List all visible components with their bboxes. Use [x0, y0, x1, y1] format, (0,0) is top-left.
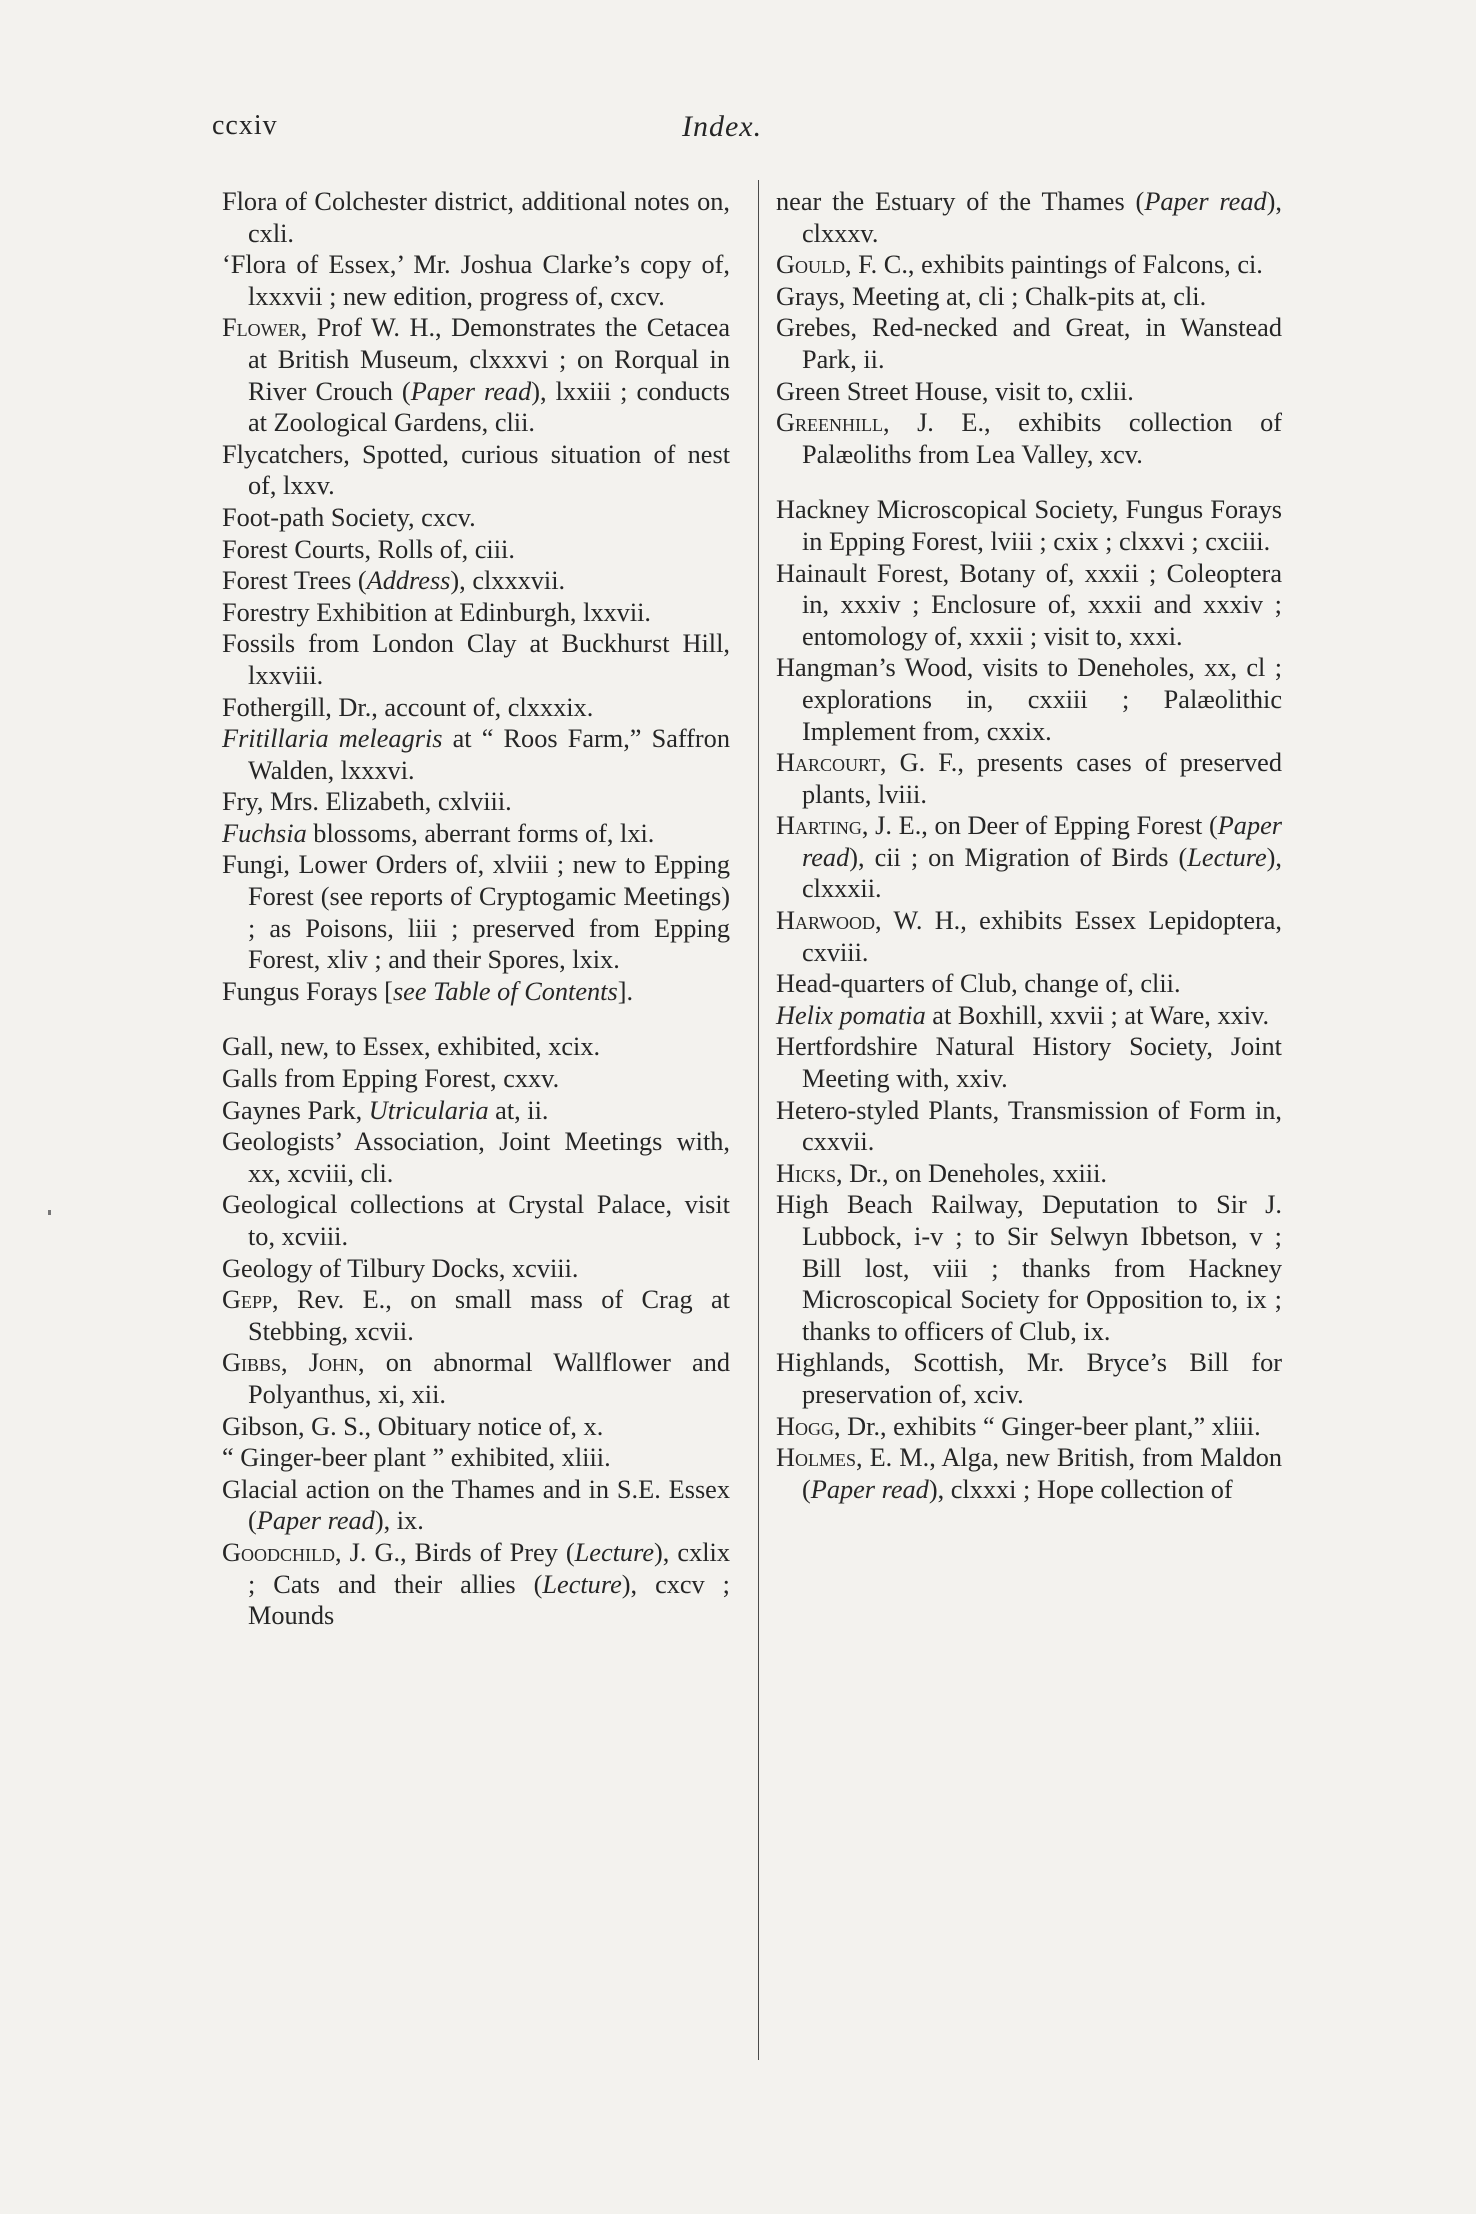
index-entry [222, 1253, 730, 1285]
entry-italic: Paper read [810, 1474, 929, 1504]
index-entry [222, 1537, 730, 1632]
index-entry [776, 652, 1282, 747]
entry-text: Head-quarters of Club, change of, clii. [776, 969, 1181, 999]
index-entry [222, 1347, 730, 1410]
entry-italic: Paper read [256, 1506, 375, 1536]
entry-name: Harting [776, 811, 862, 841]
index-entry [222, 628, 730, 691]
entry-text: Hainault Forest, Botany of, xxxii ; Coleoptera in, xxxiv ; Enclosure of, xxxii and xxxiv ; entomology of, xxxii ; visit to, xxxi. [776, 558, 1282, 651]
index-entry [222, 439, 730, 502]
index-entry [222, 1189, 730, 1252]
entry-text: Fothergill, Dr., account of, clxxxix. [222, 692, 594, 722]
entry-text: ), cii ; on Migration of Birds ( [849, 842, 1188, 872]
index-entry [222, 976, 730, 1008]
index-entry [776, 1347, 1282, 1410]
entry-text: Forest Trees ( [222, 566, 367, 596]
index-entry [222, 723, 730, 786]
entry-text: Hertfordshire Natural History Society, Joint Meeting with, xxiv. [776, 1032, 1282, 1094]
entry-text: Geological collections at Crystal Palace, visit to, xcviii. [222, 1190, 730, 1251]
entry-text: Grebes, Red-necked and Great, in Wanstead Park, ii. [776, 313, 1282, 374]
entry-text: ), clxxxi ; Hope collection of [928, 1474, 1233, 1504]
entry-text: ), cxlix ; Cats and their allies ( [248, 1537, 730, 1599]
index-entry [776, 1411, 1282, 1443]
entry-text: Geology of Tilbury Docks, xcviii. [222, 1253, 579, 1283]
entry-text: Galls from Epping Forest, cxxv. [222, 1064, 560, 1094]
entry-text: ), clxxxvii. [450, 566, 566, 596]
entry-text: Hackney Microscopical Society, Fungus Forays in Epping Forest, lviii ; cxix ; clxxvi ; cxciii. [776, 495, 1282, 556]
index-entry [776, 186, 1282, 249]
index-entry [222, 186, 730, 249]
index-entry [776, 747, 1282, 810]
entry-text: Forest Courts, Rolls of, ciii. [222, 534, 515, 564]
index-entry [222, 1126, 730, 1189]
column-divider [758, 180, 759, 2060]
entry-italic: Utricularia [368, 1095, 489, 1125]
entry-text: Fossils from London Clay at Buckhurst Hill, lxxviii. [222, 629, 730, 690]
entry-text: , G. F., presents cases of preserved plants, lviii. [802, 748, 1282, 809]
entry-text: , J. G., Birds of Prey ( [334, 1537, 575, 1567]
entry-text: Grays, Meeting at, cli ; Chalk-pits at, cli. [776, 281, 1207, 311]
entry-text: Hetero-styled Plants, Transmission of Form in, cxxvii. [776, 1095, 1282, 1157]
page-header [212, 110, 1292, 150]
entry-name: Holmes [776, 1443, 856, 1473]
entry-italic: Lecture [542, 1569, 622, 1599]
index-entry [776, 376, 1282, 408]
index-entry [776, 249, 1282, 281]
entry-italic: Lecture [1187, 842, 1267, 872]
entry-text: ), clxxxv. [802, 187, 1282, 248]
entry-text: at, ii. [488, 1095, 549, 1125]
entry-text: at Boxhill, xxvii ; at Ware, xxiv. [925, 1000, 1270, 1030]
index-entry [222, 692, 730, 724]
index-entry [776, 968, 1282, 1000]
entry-text: Gall, new, to Essex, exhibited, xcix. [222, 1032, 601, 1062]
index-entry [776, 810, 1282, 905]
index-entry [222, 1411, 730, 1443]
index-entry [776, 1158, 1282, 1190]
entry-name: Gepp [222, 1285, 273, 1315]
entry-name: Gould [776, 250, 845, 280]
entry-text: High Beach Railway, Deputation to Sir J. Lubbock, i-v ; to Sir Selwyn Ibbetson, v ; Bill lost, viii ; thanks from Hackney Microscopical Society for Opposition to, ix ; thanks to officers of Club, ix. [776, 1190, 1282, 1346]
entry-text: “ Ginger-beer plant ” exhibited, xliii. [222, 1443, 611, 1473]
entry-name: Goodchild [222, 1537, 335, 1567]
index-entry [776, 494, 1282, 557]
entry-text: Gibson, G. S., Obituary notice of, x. [222, 1411, 604, 1441]
entry-text: ), clxxxii. [802, 842, 1282, 904]
entry-text: ]. [617, 976, 634, 1006]
index-entry [776, 1095, 1282, 1158]
entry-text: near the Estuary of the Thames ( [776, 187, 1145, 216]
index-entry [222, 565, 730, 597]
running-title: Index. [682, 110, 763, 143]
entry-text: Foot-path Society, cxcv. [222, 502, 476, 532]
index-entry [776, 312, 1282, 375]
index-entry [776, 1031, 1282, 1094]
entry-text: ‘Flora of Essex,’ Mr. Joshua Clarke’s copy of, lxxxvii ; new edition, progress of, cxcv. [222, 250, 730, 311]
entry-text: Green Street House, visit to, cxlii. [776, 376, 1134, 406]
entry-text: Highlands, Scottish, Mr. Bryce’s Bill for preservation of, xciv. [776, 1348, 1282, 1409]
page-number: ccxiv [212, 110, 278, 141]
entry-text: , Prof W. H., Demonstrates the Cetacea at British Museum, clxxxvi ; on Rorqual in River Crouch ( [248, 313, 730, 406]
index-entry [222, 1031, 730, 1063]
entry-text: , Dr., on Deneholes, xxiii. [836, 1158, 1107, 1188]
entry-name: Hogg [776, 1411, 834, 1441]
entry-text: , F. C., exhibits paintings of Falcons, ci. [844, 250, 1263, 280]
entry-text: Glacial action on the Thames and in S.E. Essex ( [222, 1474, 730, 1536]
entry-italic: Fritillaria meleagris [222, 724, 443, 754]
entry-italic: Paper read [410, 376, 532, 406]
entry-text: Fungus Forays [ [222, 976, 393, 1006]
index-entry [222, 786, 730, 818]
entry-text: Fungi, Lower Orders of, xlviii ; new to Epping Forest (see reports of Cryptogamic Meetings) ; as Poisons, liii ; preserved from Epping Forest, xliv ; and their Spores, lxix. [222, 850, 730, 975]
index-column-left [222, 186, 730, 1632]
index-entry [776, 1189, 1282, 1347]
index-entry [776, 281, 1282, 313]
entry-text: Flora of Colchester district, additional notes on, cxli. [222, 187, 730, 248]
entry-text: blossoms, aberrant forms of, lxi. [306, 818, 655, 848]
index-entry [222, 1284, 730, 1347]
index-entry [776, 905, 1282, 968]
index-entry [776, 1442, 1282, 1505]
entry-text: ), lxxiii ; conducts at Zoological Gardens, clii. [248, 376, 730, 438]
entry-text: at “ Roos Farm,” Saffron Walden, lxxxvi. [248, 724, 730, 785]
index-entry [776, 1000, 1282, 1032]
entry-name: Harcourt [776, 748, 880, 778]
entry-name: Greenhill [776, 408, 883, 438]
paper-speck [48, 1210, 51, 1215]
entry-text: Geologists’ Association, Joint Meetings with, xx, xcviii, cli. [222, 1127, 730, 1188]
index-entry [222, 534, 730, 566]
index-entry [222, 312, 730, 438]
index-entry [222, 597, 730, 629]
index-entry [776, 407, 1282, 470]
index-column-right [776, 186, 1282, 1505]
entry-text: , Rev. E., on small mass of Crag at Stebbing, xcvii. [248, 1285, 730, 1346]
index-entry [222, 1442, 730, 1474]
entry-italic: Lecture [574, 1537, 655, 1567]
index-entry [222, 1095, 730, 1127]
entry-text: ), ix. [374, 1506, 424, 1536]
entry-text: , J. E., exhibits collection of Palæoliths from Lea Valley, xcv. [802, 408, 1282, 469]
entry-name: Flower [222, 313, 301, 343]
index-entry [222, 849, 730, 975]
entry-name: Gibbs, John [222, 1348, 358, 1378]
index-entry [776, 558, 1282, 653]
entry-text: Gaynes Park, [222, 1095, 369, 1125]
index-entry [222, 818, 730, 850]
entry-italic: Helix pomatia [776, 1000, 926, 1030]
index-entry [222, 502, 730, 534]
entry-text: , on abnormal Wallflower and Polyanthus, xi, xii. [248, 1348, 730, 1409]
entry-name: Harwood [776, 906, 875, 936]
index-entry [222, 249, 730, 312]
entry-italic: Fuchsia [222, 818, 307, 848]
entry-text: ), cxcv ; Mounds [248, 1569, 730, 1631]
entry-text: Forestry Exhibition at Edinburgh, lxxvii. [222, 597, 652, 627]
entry-text: , E. M., Alga, new British, from Maldon ( [802, 1443, 1282, 1504]
entry-text: , Dr., exhibits “ Ginger-beer plant,” xliii. [834, 1411, 1261, 1441]
entry-italic: see Table of Contents [392, 976, 618, 1006]
entry-text: Fry, Mrs. Elizabeth, cxlviii. [222, 787, 512, 817]
entry-italic: Address [366, 566, 451, 596]
entry-italic: Paper read [802, 811, 1282, 872]
entry-text: Hangman’s Wood, visits to Deneholes, xx, cl ; explorations in, cxxiii ; Palæolithic Implement from, cxxix. [776, 653, 1282, 746]
entry-text: , W. H., exhibits Essex Lepidoptera, cxviii. [802, 906, 1282, 967]
entry-text: Flycatchers, Spotted, curious situation of nest of, lxxv. [222, 439, 730, 501]
index-entry [222, 1063, 730, 1095]
entry-text: , J. E., on Deer of Epping Forest ( [861, 811, 1218, 841]
index-entry [222, 1474, 730, 1537]
entry-name: Hicks [776, 1158, 837, 1188]
entry-italic: Paper read [1144, 187, 1267, 216]
